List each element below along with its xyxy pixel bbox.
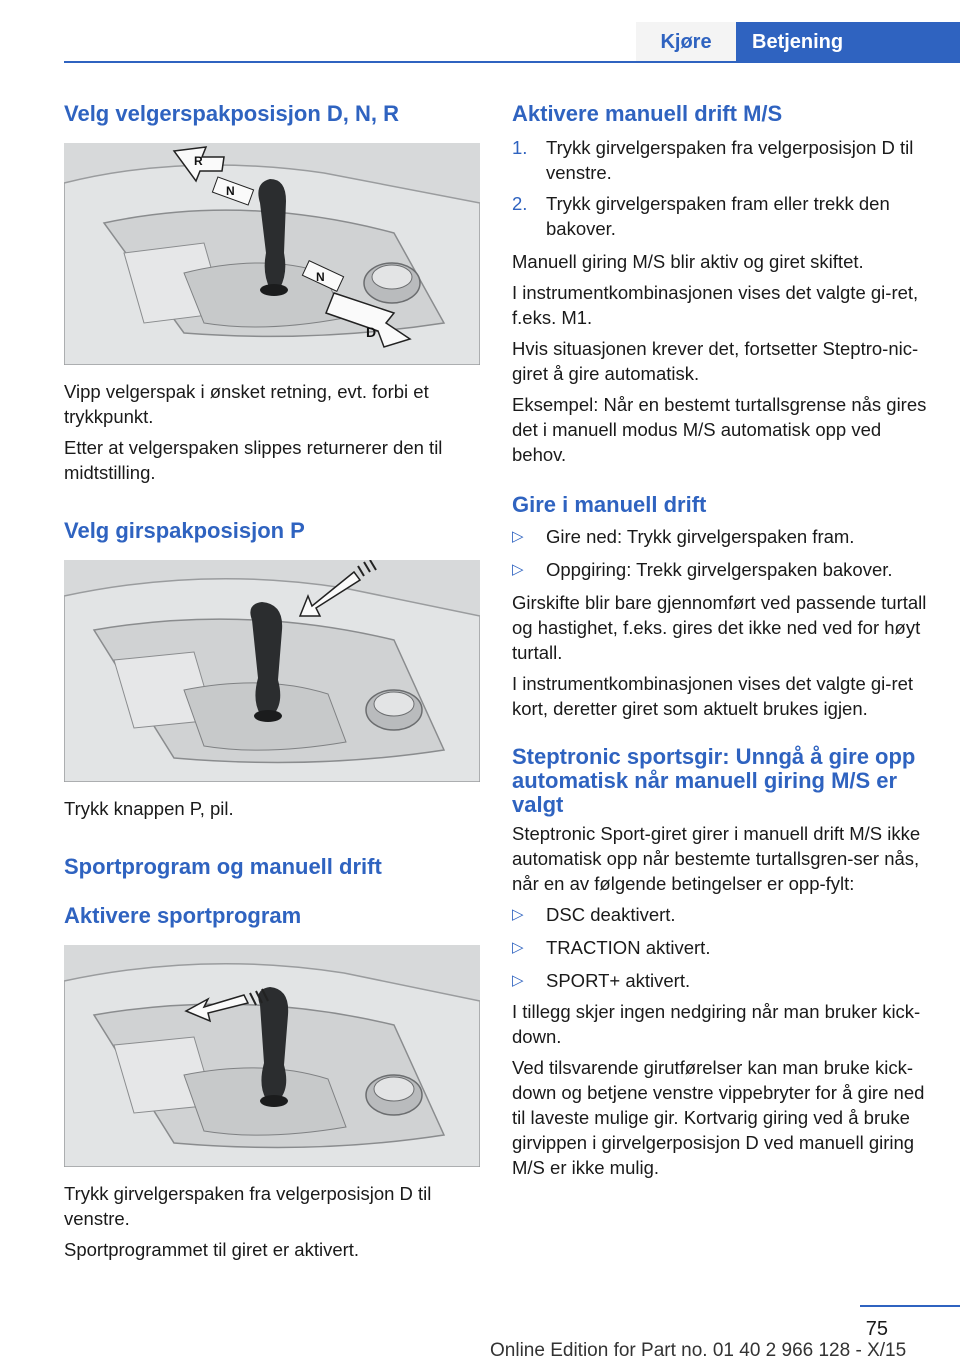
tab-kjore[interactable]: Kjøre — [636, 22, 736, 62]
step-item — [512, 191, 928, 241]
figure-gear-selector-sport — [64, 945, 480, 1167]
bullet-text: Gire ned: Trykk girvelgerspaken fram. — [546, 526, 855, 547]
triangle-bullet-icon: ▷ — [512, 939, 524, 956]
footer-rule — [860, 1305, 960, 1307]
heading-shift-manual: Gire i manuell drift — [512, 492, 707, 517]
bullet-text: SPORT+ aktivert. — [546, 970, 691, 991]
heading-steptronic-sport: Steptronic sportsgir: Unngå å gire opp automatisk når manuell giring M/S er valgt — [512, 744, 916, 817]
paragraph-kickdown: Ved tilsvarende girutførelser kan man bruke kick-down og betjene venstre vippebryter for å gire ned til laveste mulige gir. Kortvarig giring ved å bruke girvippen i girvelgerposisjon D ved manuell giring M/S er ikke mulig. — [512, 1057, 925, 1178]
bullet-text: Oppgiring: Trekk girvelgerspaken bakover. — [546, 559, 893, 580]
heading-activate-manual: Aktivere manuell drift M/S — [512, 101, 783, 126]
step-item — [512, 135, 928, 185]
heading-activate-sport: Aktivere sportprogram — [64, 903, 302, 928]
heading-sport-manual: Sportprogram og manuell drift — [64, 854, 382, 879]
heading-select-dnr: Velg velgerspakposisjon D, N, R — [64, 101, 399, 126]
triangle-bullet-icon: ▷ — [512, 906, 524, 923]
condition-bullets — [512, 902, 928, 993]
page-number: 75 — [865, 1318, 888, 1340]
shift-bullets — [512, 524, 928, 582]
label-d: D — [366, 324, 377, 340]
paragraph-press-p: Trykk knappen P, pil. — [64, 798, 234, 819]
triangle-bullet-icon: ▷ — [512, 528, 524, 545]
bullet-item — [512, 968, 928, 993]
paragraph-tip-lever: Vipp velgerspak i ønsket retning, evt. forbi et trykkpunkt. — [64, 381, 429, 427]
label-n-top: N — [226, 184, 235, 198]
paragraph-instrument-short: I instrumentkombinasjonen vises det valgte gi‐ret kort, deretter giret som aktuelt brukes igjen. — [512, 673, 914, 719]
paragraph-sport-active: Sportprogrammet til giret er aktivert. — [64, 1239, 360, 1260]
header-rule — [64, 61, 960, 63]
bullet-item — [512, 902, 928, 927]
tab-betjening[interactable]: Betjening — [736, 22, 960, 62]
figure-gear-selector-p — [64, 560, 480, 782]
heading-select-p: Velg girspakposisjon P — [64, 518, 305, 543]
paragraph-return-center: Etter at velgerspaken slippes returnerer den til midtstilling. — [64, 437, 443, 483]
paragraph-shift-conditions: Girskifte blir bare gjennomført ved passende turtall og hastighet, f.eks. gires det ikke ned ved for høyt turtall. — [512, 592, 927, 663]
right-column — [512, 100, 928, 1180]
bullet-item — [512, 557, 928, 582]
paragraph-no-downshift: I tillegg skjer ingen nedgiring når man bruker kick-down. — [512, 1001, 921, 1047]
bullet-item — [512, 524, 928, 549]
steps-list — [512, 135, 928, 241]
paragraph-press-left: Trykk girvelgerspaken fra velgerposisjon D til venstre. — [64, 1183, 432, 1229]
figure-gear-selector-dnr — [64, 143, 480, 365]
step-number: 2. — [512, 193, 528, 214]
paragraph-manual-active: Manuell giring M/S blir aktiv og giret skiftet. — [512, 251, 864, 272]
header-tabs — [636, 22, 960, 62]
triangle-bullet-icon: ▷ — [512, 972, 524, 989]
footer-edition: Online Edition for Part no. 01 40 2 966 128 - X/15 — [490, 1340, 907, 1361]
bullet-text: DSC deaktivert. — [546, 904, 676, 925]
paragraph-instrument-gear: I instrumentkombinasjonen vises det valgte gi‐ret, f.eks. M1. — [512, 282, 919, 328]
paragraph-example: Eksempel: Når en bestemt turtallsgrense nås gires det i manuell modus M/S automatisk opp ved behov. — [512, 394, 927, 465]
bullet-text: TRACTION aktivert. — [546, 937, 711, 958]
paragraph-steptronic-sport: Steptronic Sport-giret girer i manuell drift M/S ikke automatisk opp når bestemte turtallsgren‐ser nås, når en av følgende betingelser er opp‐fylt: — [512, 823, 921, 894]
bullet-item — [512, 935, 928, 960]
left-column — [64, 100, 482, 1262]
paragraph-steptronic-auto: Hvis situasjonen krever det, fortsetter Steptro‐nic-giret å gire automatisk. — [512, 338, 919, 384]
step-number: 1. — [512, 137, 528, 158]
triangle-bullet-icon: ▷ — [512, 561, 524, 578]
label-r: R — [194, 154, 203, 168]
step-text: Trykk girvelgerspaken fra velgerposisjon D til venstre. — [546, 137, 914, 183]
label-n-bottom: N — [316, 270, 325, 284]
step-text: Trykk girvelgerspaken fram eller trekk den bakover. — [546, 193, 890, 239]
